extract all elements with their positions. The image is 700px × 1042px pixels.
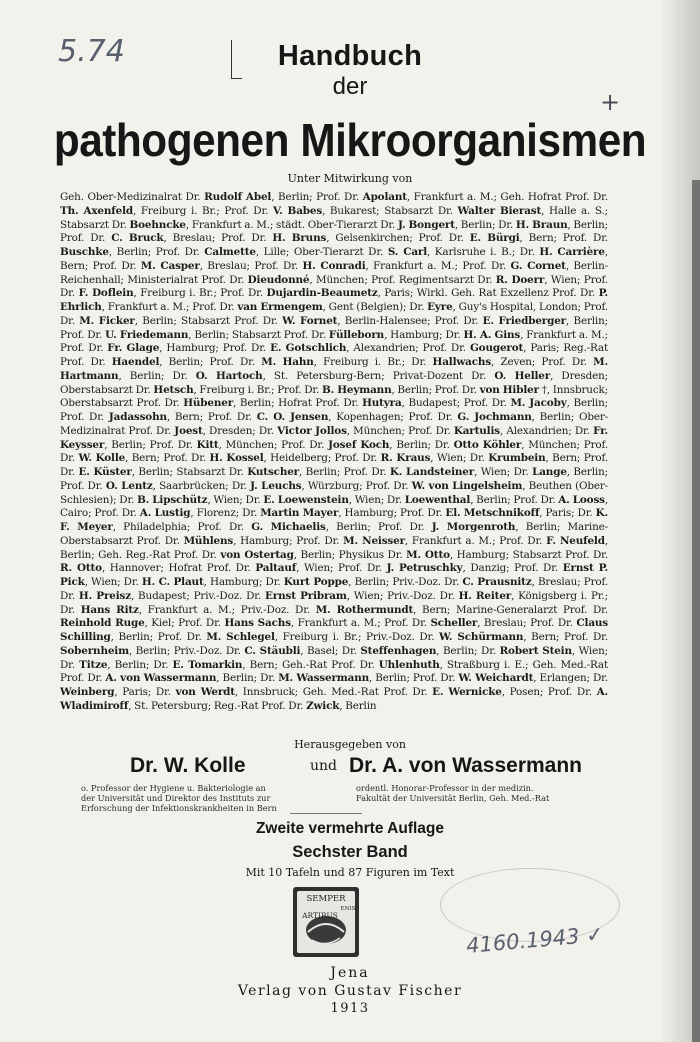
page-edge: [692, 180, 700, 1042]
publisher-city: Jena: [330, 965, 370, 981]
editor-kolle: Dr. W. Kolle: [130, 754, 246, 777]
seal-text-semper: SEMPER: [306, 894, 346, 904]
publication-year: 1913: [330, 1001, 370, 1016]
editor-kolle-desc: o. Professor der Hygiene u. Bakteriologie an der Universität und Direktor des Instituts zur Erforschung der Infektionskrankheiten in Bern: [81, 783, 277, 813]
title-der: der: [332, 73, 368, 100]
contributors-list: Geh. Ober-Medizinalrat Dr. Rudolf Abel, Berlin; Prof. Dr. Apolant, Frankfurt a. M.; Geh. Hofrat Prof. Dr. Th. Axenfeld, Freiburg i. Br.; Prof. Dr. V. Babes, Bukarest; Stabsarzt Dr. Walter Bierast, Halle a. S.; Stabsarzt Dr. Boehncke, Frankfurt a. M.; städt. Ober-Tierarzt Dr. J. Bongert, Berlin; Dr. H. Braun, Berlin; Prof. Dr. C. Bruck, Breslau; Prof. Dr. H. Bruns, Gelsenkirchen; Prof. Dr. E. Bürgi, Bern; Prof. Dr. Buschke, Berlin; Prof. Dr. Calmette, Lille; Ober-Tierarzt Dr. S. Carl, Karlsruhe i. B.; Dr. H. Carrière, Bern; Prof. Dr. M. Casper, Breslau; Prof. Dr. H. Conradi, Frankfurt a. M.; Prof. Dr. G. Cornet, Berlin-Reichenhall; Ministerialrat Prof. Dr. Dieudonné, München; Prof. Regimentsarzt Dr. R. Doerr, Wien; Prof. Dr. F. Doflein, Freiburg i. Br.; Prof. Dr. Dujardin-Beaumetz, Paris; Wirkl. Geh. Rat Exzellenz Prof. Dr. P. Ehrlich, Frankfurt a. M.; Prof. Dr. van Ermengem, Gent (Belgien); Dr. Eyre, Guy's Hospital, London; Prof. Dr. M. Ficker, Berlin; Stabsarzt Prof. Dr. W. Fornet, Berlin-Halensee; Prof. Dr. E. Friedberger, Berlin; Prof. Dr. U. Friedemann, Berlin; Stabsarzt Prof. Dr. Fülleborn, Hamburg; Dr. H. A. Gins, Frankfurt a. M.; Prof. Dr. Fr. Glage, Hamburg; Prof. Dr. E. Gotschlich, Alexandrien; Prof. Dr. Gougerot, Paris; Reg.-Rat Prof. Dr. Haendel, Berlin; Prof. Dr. M. Hahn, Freiburg i. Br.; Dr. Hallwachs, Zeven; Prof. Dr. M. Hartmann, Berlin; Dr. O. Hartoch, St. Petersburg-Bern; Privat-Dozent Dr. O. Heller, Dresden; Oberstabsarzt Dr. Hetsch, Freiburg i. Br.; Prof. Dr. B. Heymann, Berlin; Prof. Dr. von Hibler †, Innsbruck; Oberstabsarzt Prof. Dr. Hübener, Berlin; Hofrat Prof. Dr. Hutyra, Budapest; Prof. Dr. M. Jacoby, Berlin; Prof. Dr. Jadassohn, Bern; Prof. Dr. C. O. Jensen, Kopenhagen; Prof. Dr. G. Jochmann, Berlin; Ober-Medizinalrat Prof. Dr. Joest, Dresden; Dr. Victor Jollos, München; Prof. Dr. Kartulis, Alexandrien; Dr. Fr. Keysser, Berlin; Prof. Dr. Kitt, München; Prof. Dr. Josef Koch, Berlin; Dr. Otto Köhler, München; Prof. Dr. W. Kolle, Bern; Prof. Dr. H. Kossel, Heidelberg; Prof. Dr. R. Kraus, Wien; Dr. Krumbein, Bern; Prof. Dr. E. Küster, Berlin; Stabsarzt Dr. Kutscher, Berlin; Prof. Dr. K. Landsteiner, Wien; Dr. Lange, Berlin; Prof. Dr. O. Lentz, Saarbrücken; Dr. J. Leuchs, Würzburg; Prof. Dr. W. von Lingelsheim, Beuthen (Ober-Schlesien); Dr. B. Lipschütz, Wien; Dr. E. Loewenstein, Wien; Dr. Loewenthal, Berlin; Prof. Dr. A. Looss, Cairo; Prof. Dr. A. Lustig, Florenz; Dr. Martin Mayer, Hamburg; Prof. Dr. El. Metschnikoff, Paris; Dr. K. F. Meyer, Philadelphia; Prof. Dr. G. Michaelis, Berlin; Prof. Dr. J. Morgenroth, Berlin; Marine-Oberstabsarzt Prof. Dr. Mühlens, Hamburg; Prof. Dr. M. Neisser, Frankfurt a. M.; Prof. Dr. F. Neufeld, Berlin; Geh. Reg.-Rat Prof. Dr. von Ostertag, Berlin; Physikus Dr. M. Otto, Hamburg; Stabsarzt Prof. Dr. R. Otto, Hannover; Hofrat Prof. Dr. Paltauf, Wien; Prof. Dr. J. Petruschky, Danzig; Prof. Dr. Ernst P. Pick, Wien; Dr. H. C. Plaut, Hamburg; Dr. Kurt Poppe, Berlin; Priv.-Doz. Dr. C. Prausnitz, Breslau; Prof. Dr. H. Preisz, Budapest; Priv.-Doz. Dr. Ernst Pribram, Wien; Priv.-Doz. Dr. H. Reiter, Königsberg i. Pr.; Dr. Hans Ritz, Frankfurt a. M.; Priv.-Doz. Dr. M. Rothermundt, Bern; Marine-Generalarzt Prof. Dr. Reinhold Ruge, Kiel; Prof. Dr. Hans Sachs, Frankfurt a. M.; Prof. Dr. Scheller, Breslau; Prof. Dr. Claus Schilling, Berlin; Prof. Dr. M. Schlegel, Freiburg i. Br.; Priv.-Doz. Dr. W. Schürmann, Bern; Prof. Dr. Sobernheim, Berlin; Priv.-Doz. Dr. C. Stäubli, Basel; Dr. Steffenhagen, Berlin; Dr. Robert Stein, Wien; Dr. Titze, Berlin; Dr. E. Tomarkin, Bern; Geh.-Rat Prof. Dr. Uhlenhuth, Straßburg i. E.; Geh. Med.-Rat Prof. Dr. A. von Wassermann, Berlin; Dr. M. Wassermann, Berlin; Prof. Dr. W. Weichardt, Erlangen; Dr. Weinberg, Paris; Dr. von Werdt, Innsbruck; Geh. Med.-Rat Prof. Dr. E. Wernicke, Posen; Prof. Dr. A. Wladimiroff, St. Petersburg; Reg.-Rat Prof. Dr. Zwick, Berlin: [60, 191, 609, 712]
inventory-number-handwritten: 4160.1943 ✓: [465, 922, 605, 958]
pencil-plus-mark: +: [600, 88, 621, 116]
publisher-name: Verlag von Gustav Fischer: [237, 983, 463, 999]
shelf-mark-handwritten: 5.74: [58, 34, 125, 69]
edition: Zweite vermehrte Auflage: [255, 820, 445, 837]
divider: [290, 813, 362, 814]
editor-wassermann-desc: ordentl. Honorar-Professor in der medizin. Fakultät der Universität Berlin, Geh. Med.-Rat: [356, 783, 550, 803]
volume: Sechster Band: [292, 843, 408, 861]
title-main: pathogenen Mikroorganismen: [53, 114, 647, 166]
plates-figures: Mit 10 Tafeln und 87 Figuren im Text: [245, 866, 455, 879]
editor-wassermann: Dr. A. von Wassermann: [349, 754, 583, 777]
seal-text-artibus: ARTIBUS: [302, 911, 338, 920]
title-handbuch: Handbuch: [277, 40, 423, 72]
herausgegeben-label: Herausgegeben von: [294, 738, 406, 751]
publisher-seal-icon: [292, 886, 360, 958]
seal-text-enis: ENIS: [340, 906, 356, 912]
editor-connector: und: [310, 758, 337, 774]
subtitle: Unter Mitwirkung von: [287, 172, 413, 185]
